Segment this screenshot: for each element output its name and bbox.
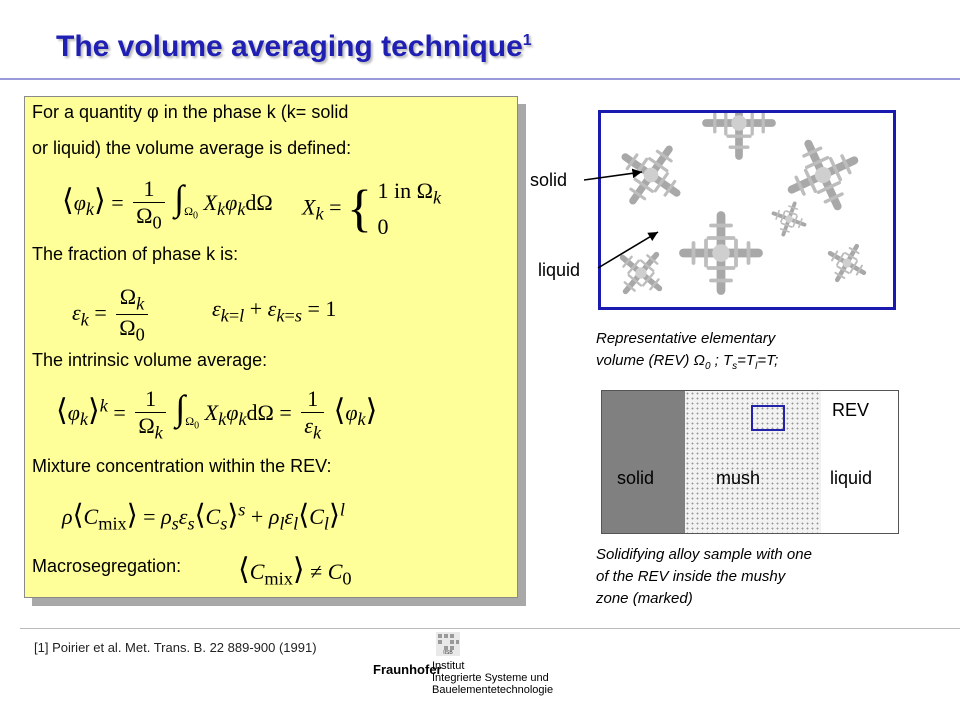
rev-marker xyxy=(751,405,785,431)
sample-solid-zone xyxy=(602,391,685,533)
intro-line-2: or liquid) the volume average is defined: xyxy=(32,138,352,158)
svg-text:IISB: IISB xyxy=(443,650,453,656)
sample-solid-label: solid xyxy=(617,468,655,488)
fraction-label: The fraction of phase k is: xyxy=(32,244,239,264)
intrinsic-label: The intrinsic volume average: xyxy=(32,350,268,370)
fraction-sum-equation: $\varepsilon_{k=l} + \varepsilon_{k=s} = 1$ xyxy=(212,296,337,326)
volume-average-equation: $⟨\varphi_k⟩$ = $\frac{1}{\Omega_0}$ $\int_{\Omega_0}$ $X_k\varphi_kd\Omega$ xyxy=(62,176,273,233)
footnote-reference: [1] Poirier et al. Met. Trans. B. 22 889-900 (1991) xyxy=(34,640,317,655)
rev-caption: Representative elementary volume (REV) $\Omega_0$ ; $T_s=T_l=T$; xyxy=(596,330,779,372)
liquid-label: liquid xyxy=(538,260,581,280)
page-title: The volume averaging technique$^1$ xyxy=(56,30,532,63)
solid-label: solid xyxy=(530,170,568,190)
mixture-concentration-equation: $\rho⟨C_{mix}⟩$ = $\rho_s\varepsilon_s⟨C_s⟩^s$ + $\rho_l\varepsilon_l⟨C_l⟩^l$ xyxy=(62,499,346,534)
macrosegregation-equation: $⟨C_{mix}⟩ \ne C_0$ xyxy=(238,553,352,589)
institute-name: Institut Integrierte Systeme und Bauelementetechnologie xyxy=(432,660,554,696)
rev-label: REV xyxy=(832,400,870,420)
sample-liquid-label: liquid xyxy=(830,468,873,488)
sample-caption: Solidifying alloy sample with one of the REV inside the mushy zone (marked) xyxy=(596,546,812,607)
phase-fraction-equation: $\varepsilon_k$ = $\frac{\Omega_k}{\Omega_0}$ xyxy=(72,284,152,346)
mixture-label: Mixture concentration within the REV: xyxy=(32,456,332,476)
intrinsic-average-equation: $⟨\varphi_k⟩^k$ = $\frac{1}{\Omega_k}$ $\int_{\Omega_0}$ $X_k\varphi_kd\Omega$ = $\frac{1}{\varepsilon_k}$ $⟨\varphi_k⟩$ xyxy=(56,386,378,443)
intro-line-1: For a quantity φ in the phase k (k= solid xyxy=(32,102,349,122)
fraunhofer-wordmark: Fraunhofer xyxy=(373,662,442,677)
iisb-logo-icon xyxy=(436,632,460,656)
sample-mush-label: mush xyxy=(716,468,761,488)
macrosegregation-label: Macrosegregation: xyxy=(32,556,182,576)
liquid-arrow xyxy=(598,232,658,268)
solid-arrow xyxy=(584,172,642,180)
indicator-function-equation: $X_k$ = { 1 in $\Omega_k$ 0 xyxy=(302,178,442,240)
